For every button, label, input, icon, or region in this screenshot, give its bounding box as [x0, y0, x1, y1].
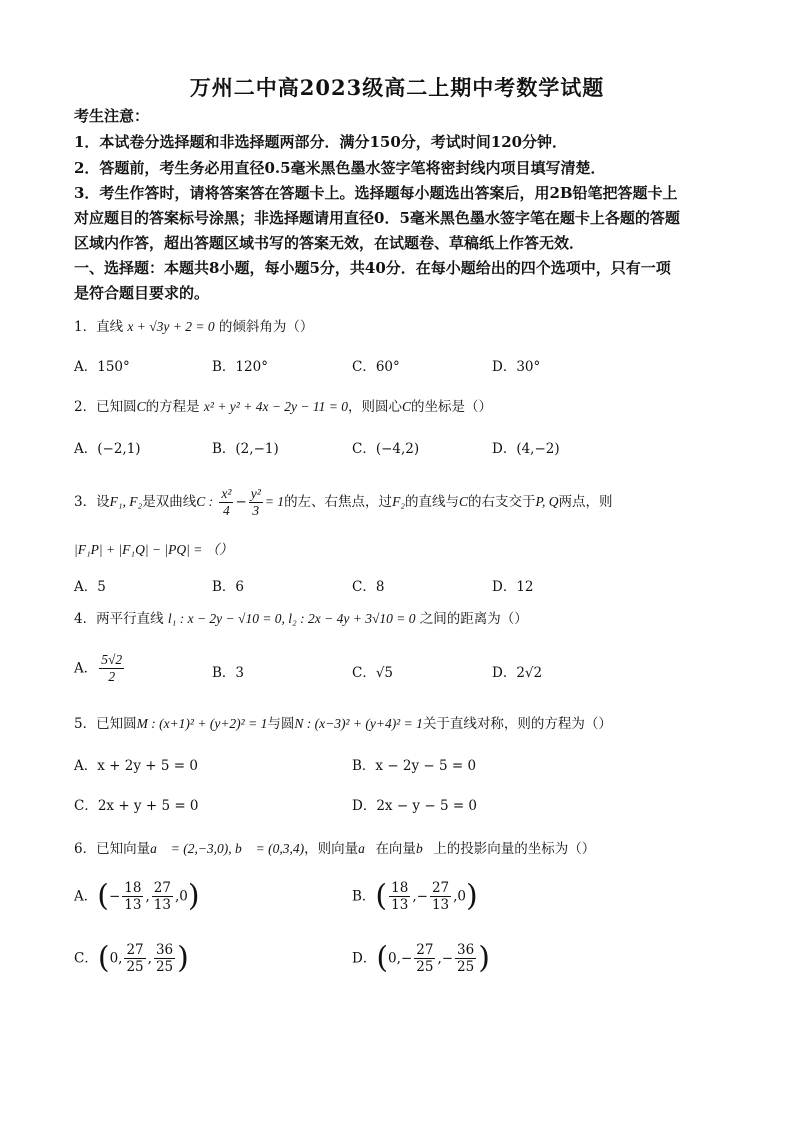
q6-option-a: A．(− $\frac{18}{13}$ , $\frac{27}{13}$ ,0)	[74, 878, 200, 914]
q4-option-c: C．√5	[352, 665, 394, 681]
q4-option-d: D．2√2	[492, 665, 543, 681]
question-3: 3．设F₁, F₂是双曲线C : $\frac{\text{x²}}{4}$ − $\frac{\text{y²}}{3}$ = 1的左、右焦点，过F₂的直线与C的右支交于P, Q两点，则	[74, 486, 613, 518]
notice-item-3-cont-1: 对应题目的答案标号涂黑；非选择题请用直径0．5毫米黑色墨水签字笔在题卡上各题的答题	[74, 209, 680, 227]
q3-option-c: C．8	[352, 579, 385, 595]
q1-option-d: D．30°	[492, 359, 541, 375]
q5-circle-m: M : (x+1)² + (y+2)² = 1	[136, 716, 268, 731]
q6-option-d: D．(0,− $\frac{27}{25}$ ,− $\frac{36}{25}$ )	[352, 940, 490, 976]
notice-item-2: 2．答题前，考生务必用直径0.5毫米黑色墨水签字笔将密封线内项目填写清楚．	[74, 159, 606, 177]
question-2: 2．已知圆C的方程是 x² + y² + 4x − 2y − 11 = 0，则圆心C的坐标是（）	[74, 399, 493, 415]
q2-option-a: A．(−2,1)	[74, 441, 141, 457]
q1-option-b: B．120°	[212, 359, 268, 375]
question-6: 6．已知向量a⃗ = (2,−3,0), b⃗ = (0,3,4)，则向量a⃗在向量b⃗上的投影向量的坐标为（）	[74, 841, 596, 857]
q4-expression: l₁ : x − 2y − √10 = 0, l₂ : 2x − 4y + 3√10 = 0	[167, 611, 416, 626]
q1-option-c: C．60°	[352, 359, 400, 375]
q2-option-b: B．(2,−1)	[212, 441, 279, 457]
q2-expression: x² + y² + 4x − 2y − 11 = 0	[203, 399, 349, 414]
q3-option-d: D．12	[492, 579, 534, 595]
notice-item-3: 3．考生作答时，请将答案答在答题卡上。选择题每小题选出答案后，用2B铅笔把答题卡上	[74, 184, 678, 202]
q1-option-a: A．150°	[74, 359, 130, 375]
q2-option-c: C．(−4,2)	[352, 441, 420, 457]
q3-expression: |F₁P| + |F₁Q| − |PQ| = （）	[74, 542, 233, 557]
question-5: 5．已知圆M : (x+1)² + (y+2)² = 1与圆N : (x−3)² + (y+4)² = 1关于直线对称，则的方程为（）	[74, 716, 612, 732]
q5-circle-n: N : (x−3)² + (y+4)² = 1	[294, 716, 423, 731]
q3-fraction-y: $\frac{\text{y²}}{3}$	[250, 486, 261, 518]
exam-title: 万州二中高2023级高二上期中考数学试题	[189, 75, 605, 100]
q6-option-b: B．( $\frac{18}{13}$ ,− $\frac{27}{13}$ ,0)	[352, 878, 478, 914]
q4-option-a: A． $\frac{5√2}{2}$	[74, 652, 123, 684]
notice-item-3-cont-2: 区域内作答，超出答题区域书写的答案无效，在试题卷、草稿纸上作答无效．	[74, 234, 585, 252]
section-heading-line2: 是符合题目要求的。	[74, 284, 210, 302]
q3-option-b: B．6	[212, 579, 245, 595]
q3-fraction-x: $\frac{\text{x²}}{4}$	[221, 486, 232, 518]
q4-option-b: B．3	[212, 665, 245, 681]
question-1: 1．直线 x + √3y + 2 = 0 的倾斜角为（）	[74, 319, 314, 335]
notice-item-1: 1．本试卷分选择题和非选择题两部分．满分150分，考试时间120分钟．	[74, 133, 568, 151]
q2-option-d: D．(4,−2)	[492, 441, 560, 457]
section-heading-line1: 一、选择题：本题共8小题，每小题5分，共40分．在每小题给出的四个选项中，只有一项	[74, 259, 671, 277]
q3-option-a: A．5	[74, 579, 106, 595]
q5-option-b: B．x − 2y − 5 = 0	[352, 758, 477, 774]
q5-option-a: A．x + 2y + 5 = 0	[74, 758, 198, 774]
question-4: 4．两平行直线 l₁ : x − 2y − √10 = 0, l₂ : 2x − 4y + 3√10 = 0 之间的距离为（）	[74, 611, 528, 627]
q6-vectors: a⃗ = (2,−3,0), b⃗ = (0,3,4)	[150, 841, 305, 856]
q1-expression: x + √3y + 2 = 0	[127, 319, 215, 334]
q6-option-c: C．(0, $\frac{27}{25}$ , $\frac{36}{25}$ )	[74, 940, 189, 976]
q5-option-c: C．2x + y + 5 = 0	[74, 798, 199, 814]
q5-option-d: D．2x − y − 5 = 0	[352, 798, 478, 814]
notice-heading: 考生注意：	[74, 107, 150, 125]
